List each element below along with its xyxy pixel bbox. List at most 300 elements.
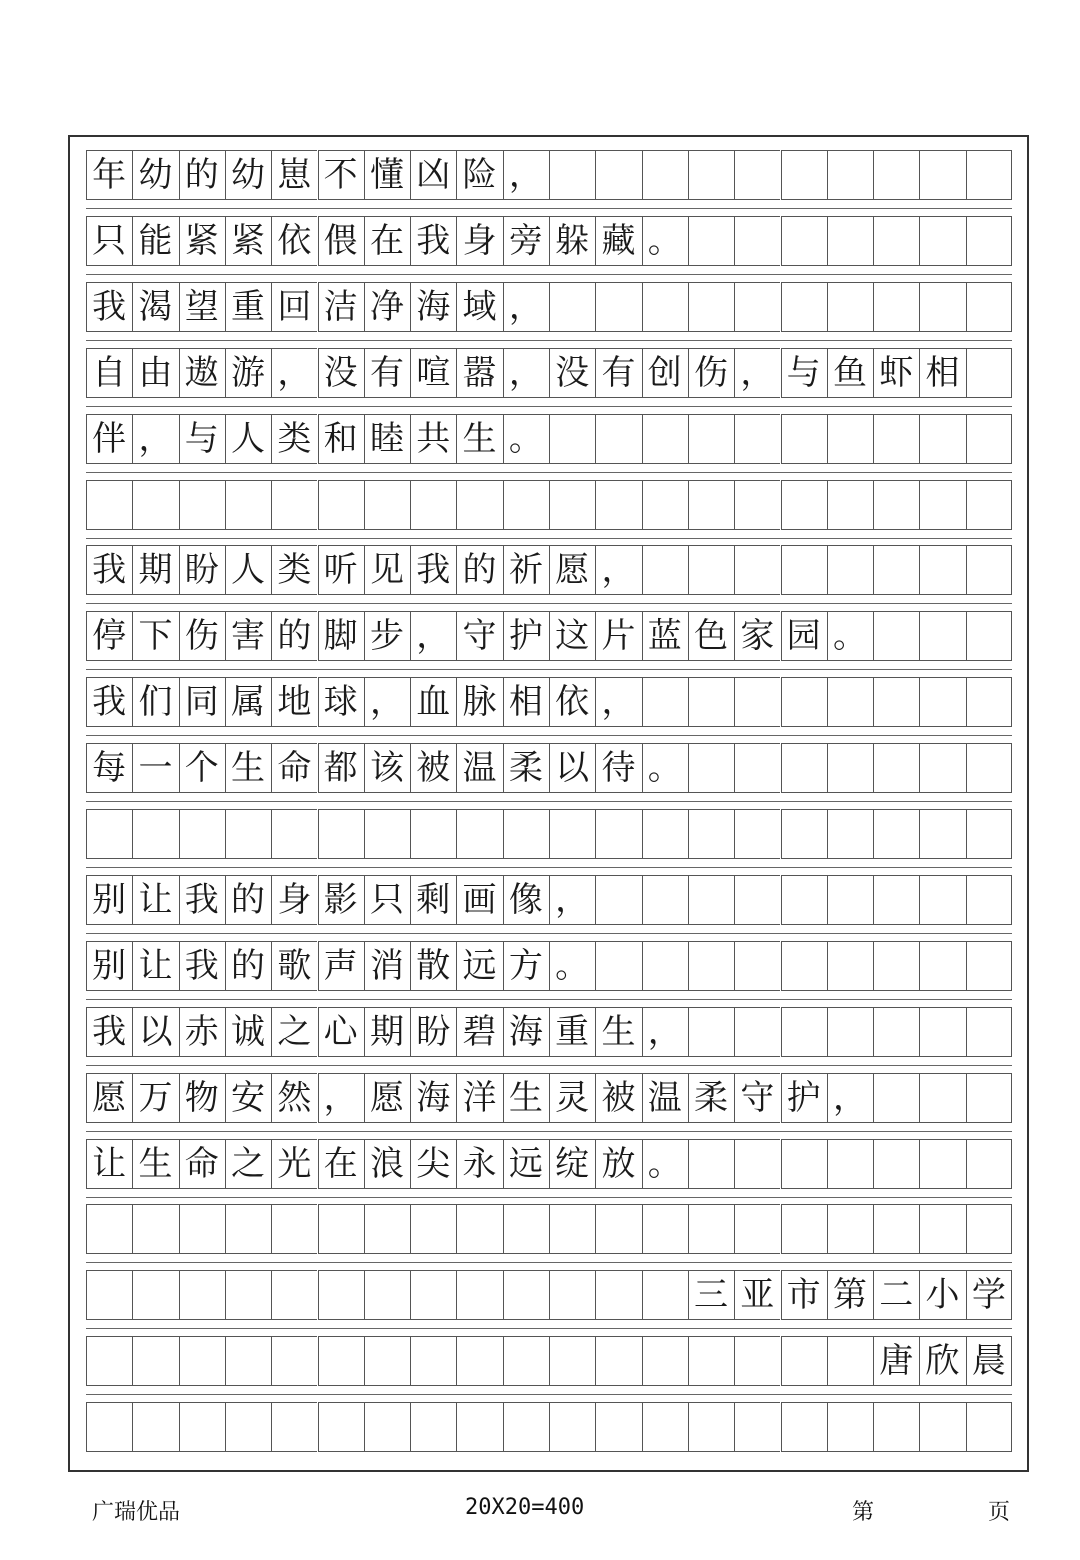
handwritten-char: 被 [601,1077,636,1118]
grid-row [86,677,1012,727]
grid-cell [688,677,734,727]
grid-cell [179,1270,225,1320]
grid-cell [503,1270,549,1320]
grid-cell [966,282,1012,332]
handwritten-char: 我 [92,682,127,723]
handwritten-char: 在 [369,220,404,261]
grid-cell [503,480,549,530]
handwritten-char: 下 [138,616,173,657]
handwritten-char: 依 [555,682,590,723]
grid-cell [642,150,688,200]
handwritten-char: 蓝 [647,616,682,657]
handwritten-char: 期 [138,550,173,591]
grid-cell [734,480,780,530]
handwritten-char: 脚 [323,616,358,657]
handwritten-char: 喧 [416,352,451,393]
grid-cell [549,480,595,530]
grid-cell [688,282,734,332]
handwritten-char: 我 [92,1011,127,1052]
grid-cell [225,480,271,530]
grid-cell [827,282,873,332]
grid-row [86,941,1012,991]
handwritten-char: 游 [231,352,266,393]
handwritten-char: 净 [369,286,404,327]
handwritten-char: 幼 [138,155,173,195]
grid-cell [318,1336,364,1386]
handwritten-char: 海 [416,1077,451,1118]
grid-cell [86,1270,132,1320]
grid-row [86,1007,1012,1057]
grid-cell [318,1402,364,1452]
grid-cell [642,1204,688,1254]
handwritten-char: 人 [231,550,266,591]
handwritten-char: 停 [92,616,127,657]
row-gap-line [86,1131,1012,1132]
grid-cell [642,941,688,991]
handwritten-char: 有 [601,352,636,393]
grid-cell [781,1402,827,1452]
grid-row [86,480,1012,530]
handwritten-char: 相 [925,352,960,393]
grid-cell [966,216,1012,266]
row-gap-line [86,933,1012,934]
grid-cell [734,1007,780,1057]
handwritten-char: 的 [184,155,219,195]
grid-cell [873,414,919,464]
handwritten-char: 没 [323,352,358,393]
handwritten-char: 步 [369,616,404,657]
grid-cell [919,743,965,793]
handwritten-char: 和 [323,418,358,459]
grid-cell [179,809,225,859]
handwritten-char: 市 [786,1275,821,1316]
grid-cell [595,1204,641,1254]
handwritten-char: 每 [92,748,127,789]
handwritten-char: 光 [277,1143,312,1184]
grid-cell [919,414,965,464]
row-gap-line [86,274,1012,275]
grid-cell [318,809,364,859]
grid-cell [966,1139,1012,1189]
grid-cell [966,348,1012,398]
handwritten-char: 幼 [231,155,266,195]
grid-cell [873,1073,919,1123]
handwritten-char: 让 [138,879,173,920]
row-gap-line [86,1065,1012,1066]
handwritten-char: 生 [231,748,266,789]
handwritten-char: 都 [323,748,358,789]
handwritten-char: 在 [323,1143,358,1184]
handwritten-char: 身 [277,879,312,920]
handwritten-char: 一 [138,748,173,789]
grid-cell [734,743,780,793]
grid-cell [919,611,965,661]
grid-cell [734,545,780,595]
handwritten-char: 别 [92,945,127,986]
grid-cell [549,1402,595,1452]
handwritten-char: 期 [369,1011,404,1052]
grid-cell [688,1007,734,1057]
grid-cell [271,809,317,859]
grid-row [86,611,1012,661]
handwritten-char: 个 [184,748,219,789]
handwritten-char: ， [740,352,775,393]
grid-cell [966,677,1012,727]
grid-cell [734,1336,780,1386]
grid-cell [132,1270,178,1320]
grid-cell [86,1402,132,1452]
footer-brand: 广瑞优品 [92,1500,181,1525]
grid-cell [456,1270,502,1320]
handwritten-char: 物 [184,1077,219,1118]
handwritten-char: 家 [740,616,775,657]
grid-row [86,1139,1012,1189]
row-gap-line [86,1328,1012,1329]
handwritten-char: 的 [462,550,497,591]
handwritten-char: 由 [138,352,173,393]
grid-cell [642,809,688,859]
grid-cell [966,414,1012,464]
row-gap-line [86,340,1012,341]
grid-cell [595,1336,641,1386]
handwritten-char: 诚 [231,1011,266,1052]
handwritten-char: 只 [92,220,127,261]
grid-cell [86,1336,132,1386]
grid-cell [688,150,734,200]
handwritten-char: 碧 [462,1011,497,1052]
handwritten-char: 海 [416,286,451,327]
grid-cell [781,809,827,859]
grid-cell [919,875,965,925]
footer [0,1495,1080,1535]
handwritten-char: 睦 [369,418,404,459]
handwritten-char: ， [323,1077,358,1118]
handwritten-char: 远 [508,1143,543,1184]
handwritten-char: 守 [740,1077,775,1118]
handwritten-char: 护 [786,1077,821,1118]
grid-cell [873,545,919,595]
grid-cell [688,1402,734,1452]
handwritten-char: 。 [508,418,543,459]
grid-cell [688,545,734,595]
grid-cell [827,414,873,464]
grid-row [86,875,1012,925]
grid-row [86,743,1012,793]
grid-row [86,216,1012,266]
handwritten-char: 心 [323,1011,358,1052]
grid-cell [595,480,641,530]
row-gap-line [86,735,1012,736]
grid-cell [966,743,1012,793]
grid-cell [364,1402,410,1452]
handwritten-char: 属 [231,682,266,723]
grid-cell [873,941,919,991]
handwritten-char: ， [601,550,636,591]
handwritten-char: 画 [462,879,497,920]
handwritten-char: ， [416,616,451,657]
grid-row [86,414,1012,464]
handwritten-char: 散 [416,945,451,986]
handwritten-char: 绽 [555,1143,590,1184]
handwritten-char: 的 [277,616,312,657]
grid-cell [225,1204,271,1254]
grid-cell [503,809,549,859]
grid-cell [966,941,1012,991]
grid-cell [410,1204,456,1254]
grid-cell [781,941,827,991]
handwritten-char: 共 [416,418,451,459]
row-gap-line [86,801,1012,802]
grid-cell [179,480,225,530]
grid-cell [688,216,734,266]
handwritten-char: 园 [786,616,821,657]
handwritten-char: 愿 [369,1077,404,1118]
handwritten-char: 这 [555,616,590,657]
handwritten-char: ， [508,286,543,327]
handwritten-char: 方 [508,945,543,986]
grid-cell [966,809,1012,859]
grid-cell [919,216,965,266]
grid-cell [642,1270,688,1320]
handwritten-char: 渴 [138,286,173,327]
handwritten-char: 之 [231,1143,266,1184]
handwritten-char: 像 [508,879,543,920]
grid-cell [503,1402,549,1452]
grid-cell [642,480,688,530]
handwritten-char: 害 [231,616,266,657]
handwritten-char: 能 [138,220,173,261]
grid-cell [873,1402,919,1452]
handwritten-char: ， [647,1011,682,1052]
grid-cell [919,150,965,200]
grid-cell [966,1402,1012,1452]
handwritten-char: 海 [508,1011,543,1052]
grid-row [86,545,1012,595]
grid-cell [595,941,641,991]
grid-cell [410,480,456,530]
row-gap-line [86,1394,1012,1395]
grid-row [86,1270,1012,1320]
handwritten-char: 鱼 [832,352,867,393]
grid-cell [919,1139,965,1189]
grid-cell [734,150,780,200]
grid-cell [132,480,178,530]
row-gap-line [86,472,1012,473]
grid-cell [781,743,827,793]
grid-row [86,348,1012,398]
grid-cell [919,677,965,727]
grid-cell [549,282,595,332]
grid-cell [86,809,132,859]
grid-cell [966,1073,1012,1123]
grid-cell [827,150,873,200]
grid-cell [734,875,780,925]
grid-cell [734,677,780,727]
grid-cell [595,809,641,859]
row-gap-line [86,1197,1012,1198]
handwritten-char: 欣 [925,1341,960,1382]
grid-cell [688,941,734,991]
grid-cell [919,480,965,530]
grid-cell [688,1139,734,1189]
handwritten-char: ， [555,879,590,920]
handwritten-char: 重 [231,286,266,327]
grid-cell [503,1204,549,1254]
grid-cell [642,282,688,332]
grid-cell [688,809,734,859]
grid-row [86,150,1012,200]
row-gap-line [86,406,1012,407]
grid-cell [318,1270,364,1320]
handwritten-char: 偎 [323,220,358,261]
grid-cell [873,677,919,727]
handwritten-char: 命 [184,1143,219,1184]
handwritten-char: 二 [879,1275,914,1316]
grid-cell [549,150,595,200]
grid-cell [642,875,688,925]
handwritten-char: 该 [369,748,404,789]
grid-cell [827,677,873,727]
handwritten-char: 伤 [694,352,729,393]
handwritten-char: 身 [462,220,497,261]
row-gap-line [86,669,1012,670]
grid-cell [688,480,734,530]
handwritten-char: 盼 [416,1011,451,1052]
grid-cell [873,743,919,793]
handwritten-char: 生 [508,1077,543,1118]
grid-row [86,282,1012,332]
grid-cell [86,1204,132,1254]
handwritten-char: 凶 [416,155,451,195]
grid-cell [688,1336,734,1386]
grid-cell [873,611,919,661]
handwritten-char: 放 [601,1143,636,1184]
grid-cell [456,1336,502,1386]
handwritten-char: 第 [832,1275,867,1316]
handwritten-char: 生 [462,418,497,459]
handwritten-char: 剩 [416,879,451,920]
footer-page-suffix: 页 [988,1500,1011,1525]
grid-cell [919,545,965,595]
grid-cell [827,1204,873,1254]
handwritten-char: 血 [416,682,451,723]
grid-cell [734,216,780,266]
grid-cell [919,941,965,991]
grid-cell [919,1402,965,1452]
handwritten-char: 色 [694,616,729,657]
handwritten-char: ， [508,352,543,393]
row-gap-line [86,999,1012,1000]
handwritten-char: ， [369,682,404,723]
handwritten-char: 没 [555,352,590,393]
handwritten-char: 望 [184,286,219,327]
grid-cell [966,875,1012,925]
handwritten-char: 与 [786,352,821,393]
handwritten-char: 躲 [555,220,590,261]
grid-cell [225,1402,271,1452]
grid-cell [734,282,780,332]
grid-cell [781,150,827,200]
grid-cell [827,743,873,793]
handwritten-char: 让 [92,1143,127,1184]
grid-cell [364,1204,410,1254]
handwritten-char: 命 [277,748,312,789]
grid-cell [781,480,827,530]
handwritten-char: ， [138,418,173,459]
grid-cell [873,480,919,530]
grid-cell [549,809,595,859]
handwritten-char: 温 [647,1077,682,1118]
handwritten-char: 以 [138,1011,173,1052]
handwritten-char: 险 [462,155,497,195]
handwritten-char: 消 [369,945,404,986]
grid-cell [781,1007,827,1057]
handwritten-char: 旁 [508,220,543,261]
handwritten-char: 我 [92,550,127,591]
grid-cell [410,1336,456,1386]
handwritten-char: 让 [138,945,173,986]
grid-cell [781,875,827,925]
handwritten-char: 自 [92,352,127,393]
handwritten-char: 伴 [92,418,127,459]
handwritten-char: 我 [184,879,219,920]
handwritten-char: 人 [231,418,266,459]
grid-cell [919,282,965,332]
handwritten-char: 被 [416,748,451,789]
handwritten-char: 虾 [879,352,914,393]
handwritten-char: 守 [462,616,497,657]
grid-cell [86,480,132,530]
grid-cell [456,1204,502,1254]
grid-cell [781,1139,827,1189]
grid-cell [734,941,780,991]
grid-row [86,1073,1012,1123]
grid-cell [179,1336,225,1386]
handwritten-char: 生 [601,1011,636,1052]
grid-row [86,809,1012,859]
handwritten-char: 地 [277,682,312,723]
grid-cell [827,216,873,266]
grid-cell [271,1402,317,1452]
grid-cell [781,677,827,727]
handwritten-char: 。 [832,616,867,657]
grid-cell [919,1204,965,1254]
grid-cell [503,1336,549,1386]
handwritten-char: 然 [277,1077,312,1118]
handwritten-char: 亚 [740,1275,775,1316]
grid-cell [919,1007,965,1057]
grid-cell [688,1204,734,1254]
grid-cell [966,611,1012,661]
grid-row [86,1402,1012,1452]
grid-cell [318,1204,364,1254]
handwritten-char: 歌 [277,945,312,986]
grid-cell [873,875,919,925]
grid-cell [225,1336,271,1386]
handwritten-char: 年 [92,155,127,195]
handwritten-char: 遨 [184,352,219,393]
handwritten-char: 的 [231,945,266,986]
handwritten-char: 听 [323,550,358,591]
handwritten-char: 影 [323,879,358,920]
grid-cell [827,1402,873,1452]
grid-cell [456,809,502,859]
handwritten-char: 们 [138,682,173,723]
handwritten-char: ， [601,682,636,723]
grid-cell [271,1204,317,1254]
footer-page-prefix: 第 [852,1500,875,1525]
grid-cell [132,1336,178,1386]
